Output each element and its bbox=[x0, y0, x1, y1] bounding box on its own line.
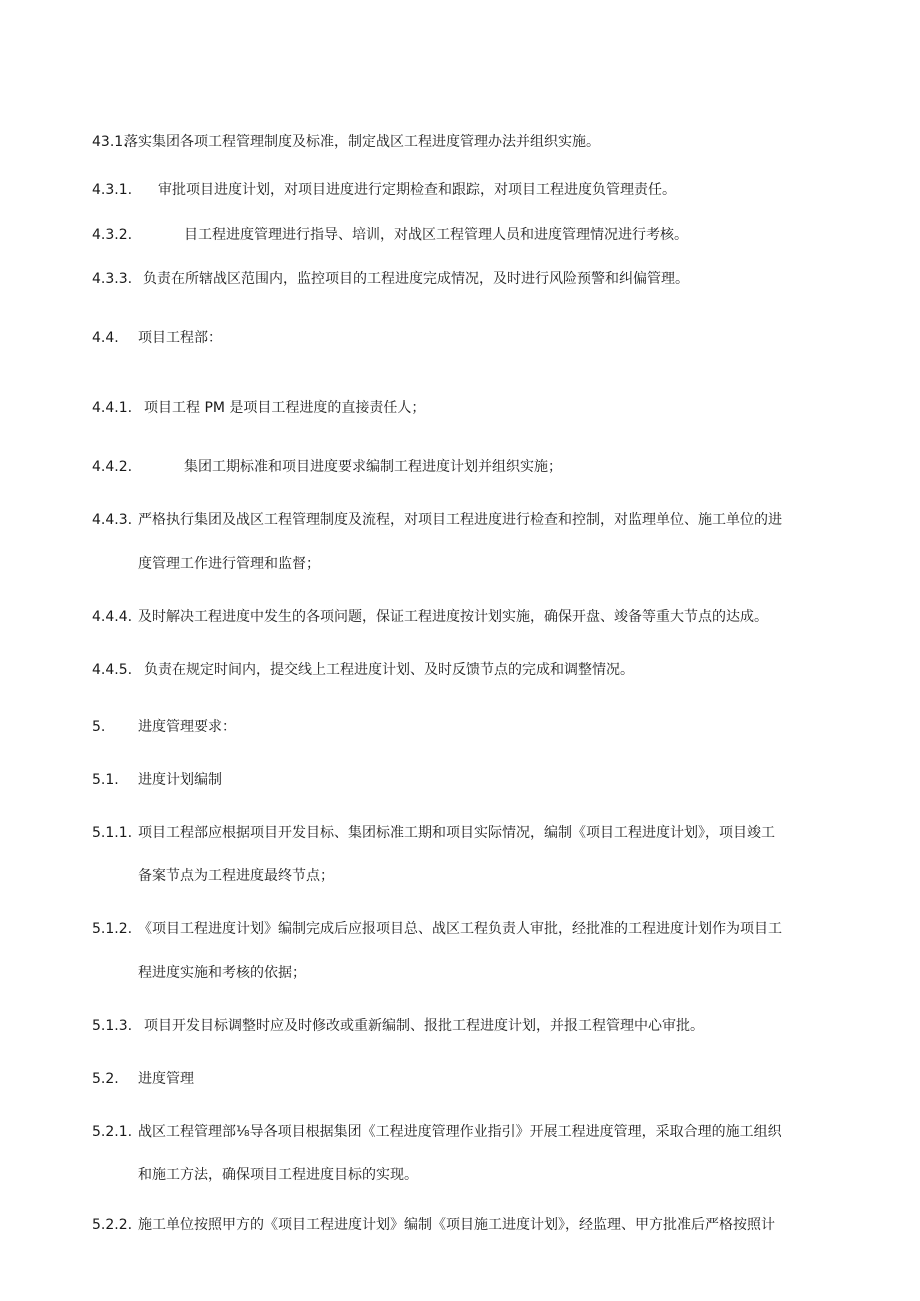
paragraph-continuation: 程进度实施和考核的依据； bbox=[138, 965, 306, 981]
paragraph-continuation: 和施工方法，确保项目工程进度目标的实现。 bbox=[138, 1167, 418, 1183]
paragraph-text: 项目工程部： bbox=[138, 330, 222, 346]
paragraph-text: 进度管理 bbox=[138, 1071, 194, 1087]
paragraph-text: 审批项目进度计划，对项目进度进行定期检查和跟踪，对项目工程进度负管理责任。 bbox=[158, 182, 676, 198]
paragraph-number: 4.4.3. bbox=[92, 512, 133, 528]
paragraph-number: 4.3.3. bbox=[92, 271, 133, 287]
paragraph-text: 战区工程管理部⅛导各项目根据集团《工程进度管理作业指引》开展工程进度管理，采取合理的施工组织 bbox=[138, 1124, 782, 1140]
paragraph-text: 项目开发目标调整时应及时修改或重新编制、报批工程进度计划，并报工程管理中心审批。 bbox=[144, 1018, 704, 1034]
paragraph-number: 4.3.2. bbox=[92, 227, 133, 243]
paragraph-number: 4.4.2. bbox=[92, 459, 133, 475]
paragraph-text: 《项目工程进度计划》编制完成后应报项目总、战区工程负责人审批，经批准的工程进度计划作为项目工 bbox=[138, 921, 782, 937]
paragraph-text: 目工程进度管理进行指导、培训，对战区工程管理人员和进度管理情况进行考核。 bbox=[184, 227, 688, 243]
paragraph-text: 进度计划编制 bbox=[138, 772, 222, 788]
paragraph-text: 进度管理要求： bbox=[138, 719, 236, 735]
paragraph-text: 项目工程部应根据项目开发目标、集团标准工期和项目实际情况，编制《项目工程进度计划》，项目竣工 bbox=[138, 825, 775, 841]
paragraph-number: 5.1.2. bbox=[92, 921, 133, 937]
paragraph-continuation: 度管理工作进行管理和监督； bbox=[138, 556, 320, 572]
paragraph-text: 落实集团各项工程管理制度及标准，制定战区工程进度管理办法并组织实施。 bbox=[124, 134, 600, 150]
paragraph-number: 43.1. bbox=[92, 134, 128, 150]
paragraph-text: 严格执行集团及战区工程管理制度及流程，对项目工程进度进行检查和控制，对监理单位、施工单位的进 bbox=[138, 512, 782, 528]
paragraph-number: 4.3.1. bbox=[92, 182, 133, 198]
paragraph-number: 5.2.2. bbox=[92, 1217, 133, 1233]
paragraph-number: 4.4.1. bbox=[92, 400, 133, 416]
paragraph-number: 5.1. bbox=[92, 772, 119, 788]
paragraph-number: 5.2.1. bbox=[92, 1124, 133, 1140]
paragraph-number: 5.1.3. bbox=[92, 1018, 133, 1034]
paragraph-number: 5.2. bbox=[92, 1071, 119, 1087]
paragraph-text: 项目工程 PM 是项目工程进度的直接责任人； bbox=[144, 400, 426, 416]
paragraph-number: 4.4.5. bbox=[92, 662, 133, 678]
paragraph-number: 4.4. bbox=[92, 330, 119, 346]
paragraph-text: 施工单位按照甲方的《项目工程进度计划》编制《项目施工进度计划》，经监理、甲方批准后严格按照计 bbox=[138, 1217, 775, 1233]
paragraph-text: 及时解决工程进度中发生的各项问题，保证工程进度按计划实施，确保开盘、竣备等重大节点的达成。 bbox=[138, 609, 768, 625]
paragraph-number: 5.1.1. bbox=[92, 825, 133, 841]
paragraph-continuation: 备案节点为工程进度最终节点； bbox=[138, 868, 334, 884]
paragraph-number: 5. bbox=[92, 719, 106, 735]
paragraph-text: 集团工期标准和项目进度要求编制工程进度计划并组织实施； bbox=[184, 459, 562, 475]
paragraph-text: 负责在规定时间内，提交线上工程进度计划、及时反馈节点的完成和调整情况。 bbox=[144, 662, 634, 678]
paragraph-text: 负责在所辖战区范围内，监控项目的工程进度完成情况，及时进行风险预警和纠偏管理。 bbox=[143, 271, 689, 287]
paragraph-number: 4.4.4. bbox=[92, 609, 133, 625]
